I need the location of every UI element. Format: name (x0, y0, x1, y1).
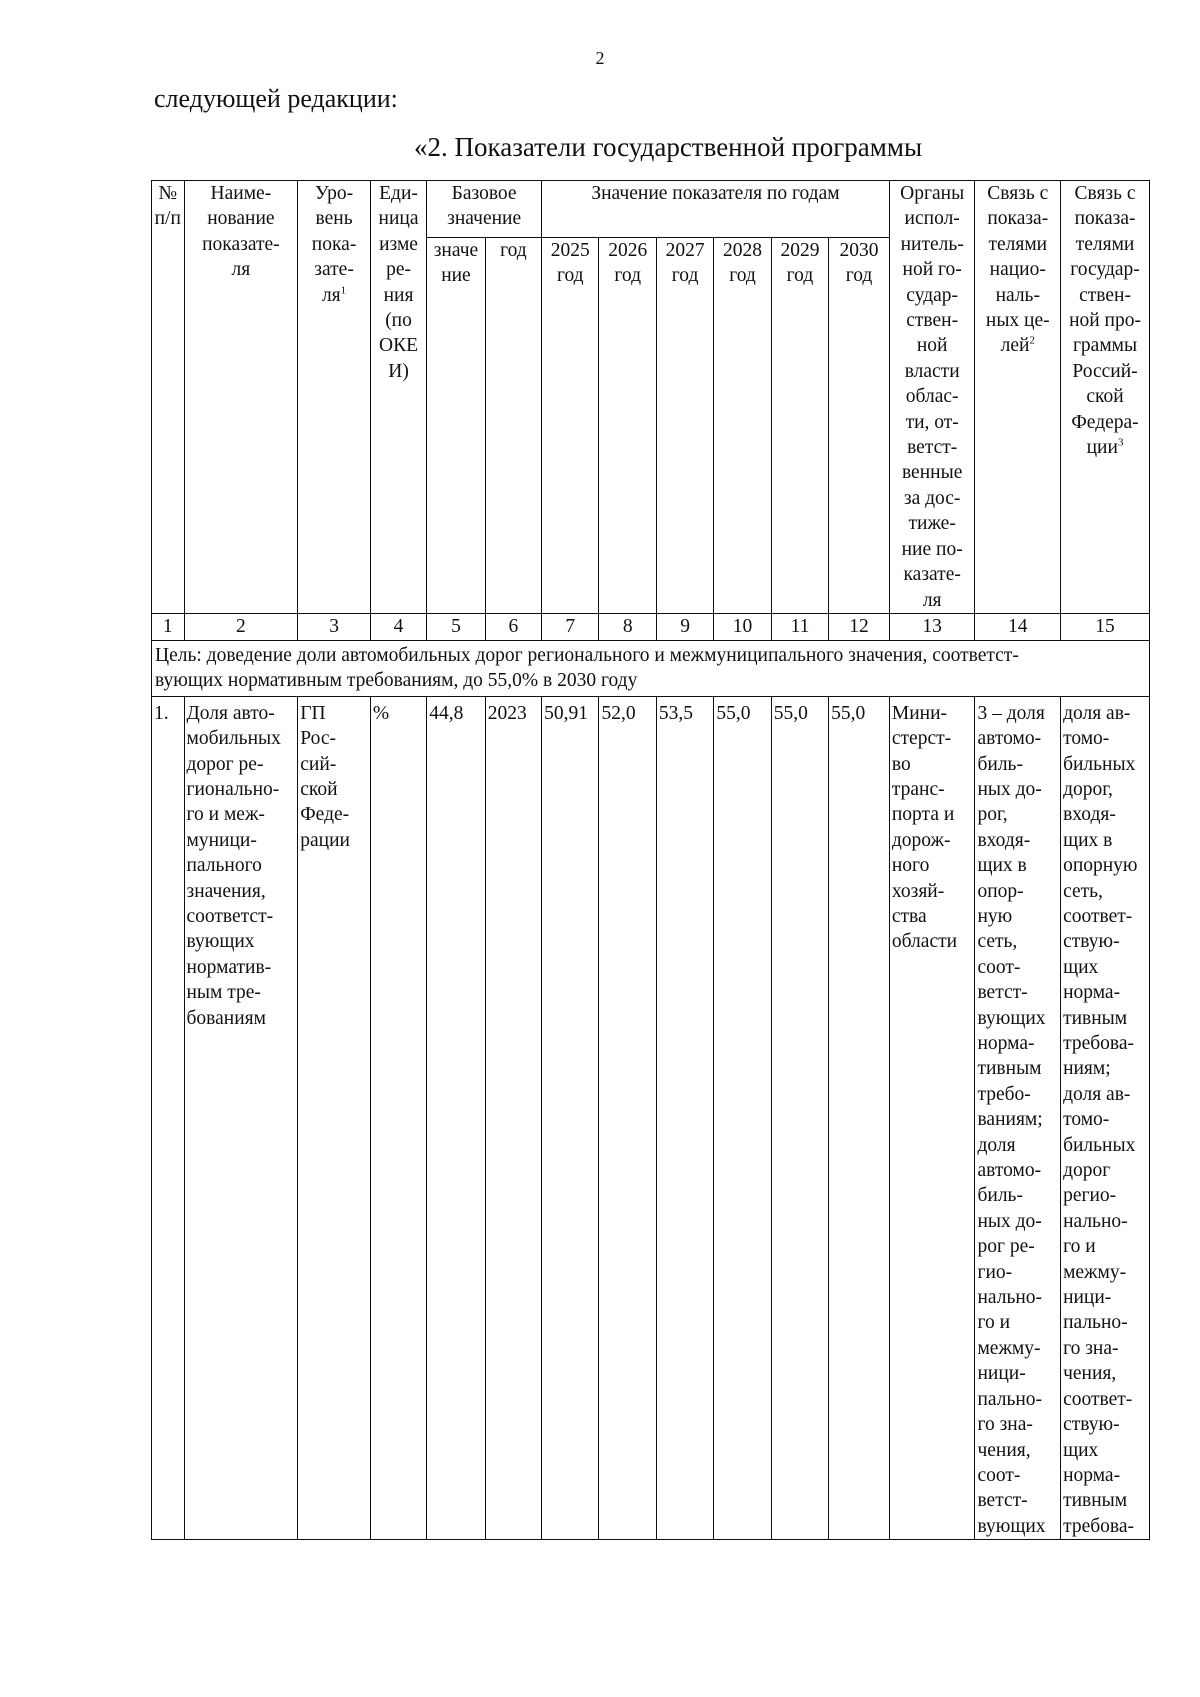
header-base-value: значе ние (427, 237, 486, 613)
column-number: 8 (599, 613, 656, 640)
column-number: 2 (184, 613, 298, 640)
header-year-2025: 2025 год (542, 237, 599, 613)
goal-text: Цель: доведение доли автомобильных дорог регионального и межмуниципального значения, соответст- вующих нормативным требованиям, до 55,0% в 2030 году (152, 640, 1150, 696)
column-number: 3 (298, 613, 371, 640)
indicator-level: ГП Рос- сий- ской Феде- рации (298, 696, 371, 1539)
header-level-text: Уро- вень пока- зате- ля (311, 183, 357, 306)
header-year-2026: 2026 год (599, 237, 656, 613)
header-federal-text: Связь с показа- телями государ- ствен- ной про- граммы Россий- ской Федера- ции (1069, 183, 1141, 459)
value-2027: 53,5 (656, 696, 713, 1539)
value-2029: 55,0 (771, 696, 828, 1539)
header-year-2029: 2029 год (771, 237, 828, 613)
column-number: 7 (542, 613, 599, 640)
value-2030: 55,0 (829, 696, 890, 1539)
header-base-year: год (485, 237, 541, 613)
column-number: 6 (485, 613, 541, 640)
header-values-by-year: Значение показателя по годам (542, 181, 890, 238)
column-number: 1 (152, 613, 185, 640)
footnote-2: 2 (1029, 334, 1035, 347)
column-number: 13 (889, 613, 975, 640)
goal-row (152, 640, 1150, 696)
column-number: 5 (427, 613, 486, 640)
column-number: 10 (714, 613, 771, 640)
header-name: Наиме- нование показате- ля (184, 181, 298, 614)
value-2025: 50,91 (542, 696, 599, 1539)
footnote-1: 1 (340, 284, 347, 297)
column-number: 9 (656, 613, 713, 640)
header-national-text: Связь с показа- телями нацио- наль- ных це- лей (985, 183, 1050, 357)
header-no: № п/п (152, 181, 185, 614)
header-year-2027: 2027 год (656, 237, 713, 613)
header-year-2030: 2030 год (829, 237, 890, 613)
indicators-table (151, 180, 1150, 1540)
unit: % (370, 696, 426, 1539)
header-unit: Еди- ница изме ре- ния (по ОКЕ И) (370, 181, 426, 614)
value-2026: 52,0 (599, 696, 656, 1539)
header-level (298, 181, 371, 614)
table-row (152, 696, 1150, 1539)
header-federal (1061, 181, 1150, 614)
indicator-name: Доля авто- мобильных дорог ре- гионально- го и меж- муници- пального значения, соответст- вующих норматив- ным тре- бованиям (184, 696, 298, 1539)
header-base: Базовое значение (427, 181, 542, 238)
column-number: 11 (771, 613, 828, 640)
federal-program-link: доля ав- томо- бильных дорог, входя- щих в опорную сеть, соответ- ствую- щих норма- тивным требова- ниям; доля ав- томо- бильных дорог регио- нально- го и межму- ници- пально- го зна- чения, соответ- ствую- щих норма- тивным требова- (1061, 696, 1150, 1539)
responsible-authority: Мини- стерст- во транс- порта и дорож- ного хозяй- ства области (889, 696, 975, 1539)
column-number: 15 (1061, 613, 1150, 640)
section-title: «2. Показатели государственной программы (414, 132, 923, 162)
header-authority: Органы испол- нитель- ной го- судар- ствен- ной власти облас- ти, от- ветст- венные за дос- тиже- ние по- казате- ля (889, 181, 975, 614)
column-number: 14 (975, 613, 1061, 640)
intro-text: следующей редакции: (154, 84, 398, 113)
base-year: 2023 (485, 696, 541, 1539)
column-number: 4 (370, 613, 426, 640)
page-number: 2 (595, 48, 605, 68)
column-number: 12 (829, 613, 890, 640)
header-national (975, 181, 1061, 614)
base-value: 44,8 (427, 696, 486, 1539)
header-year-2028: 2028 год (714, 237, 771, 613)
column-numbers-row (152, 613, 1150, 640)
value-2028: 55,0 (714, 696, 771, 1539)
national-goal-link: 3 – доля автомо- биль- ных до- рог, входя- щих в опор- ную сеть, соот- ветст- вующих норма- тивным требо- ваниям; доля автомо- биль- ных до- рог ре- гио- нально- го и межму- ници- пально- го зна- чения, соот- ветст- вующих (975, 696, 1061, 1539)
row-number: 1. (152, 696, 185, 1539)
footnote-3: 3 (1117, 436, 1124, 449)
